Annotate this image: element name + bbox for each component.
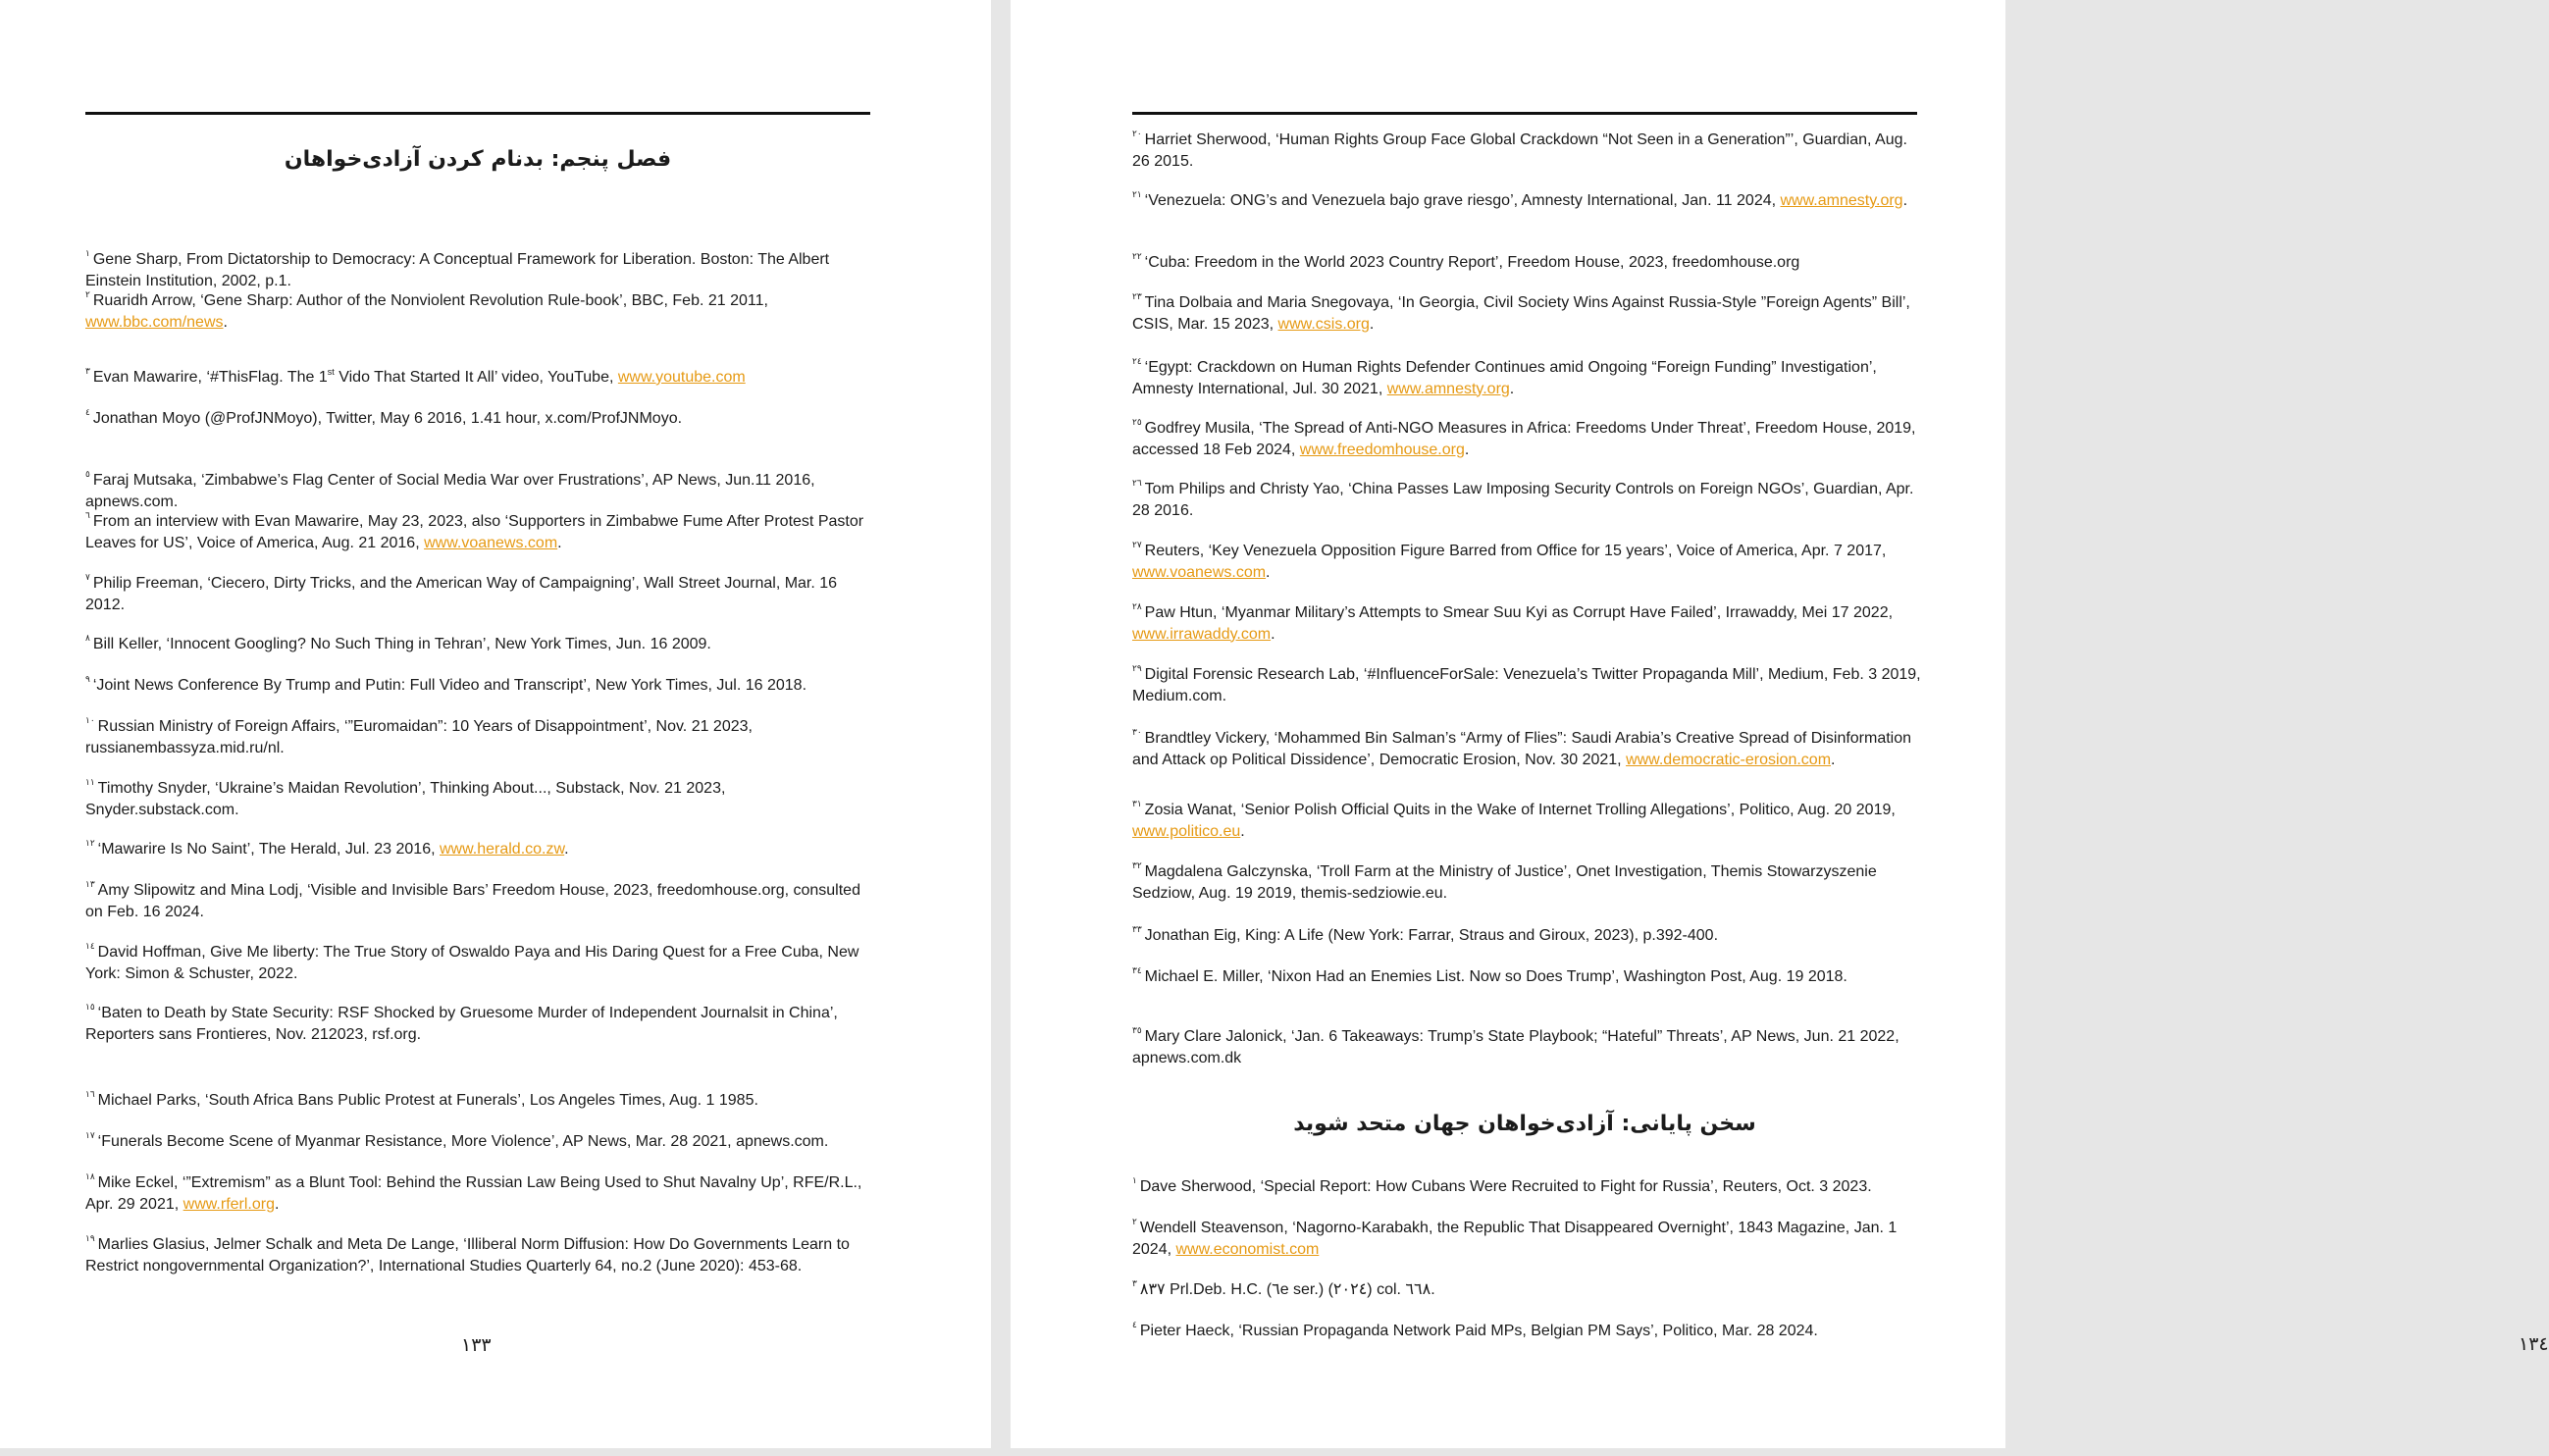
endnote-text: Tina Dolbaia and Maria Snegovaya, ‘In Georgia, Civil Society Wins Against Russia-Style ”Foreign Agents” Bill’, CSIS, Mar. 15 2023,	[1132, 294, 1910, 333]
endnote-number: ١٧	[85, 1130, 95, 1140]
endnote	[85, 628, 872, 655]
endnote-punctuation: .	[275, 1195, 280, 1213]
endnote-text: Paw Htun, ‘Myanmar Military’s Attempts to Smear Suu Kyi as Corrupt Have Failed’, Irrawaddy, Mei 17 2022,	[1144, 604, 1894, 621]
endnote-punctuation: .	[223, 313, 228, 331]
endnote-link[interactable]: www.bbc.com/news	[85, 313, 224, 331]
endnote-link[interactable]: www.youtube.com	[617, 369, 746, 386]
endnote	[1132, 1212, 1923, 1260]
endnote-link[interactable]: www.irrawaddy.com	[1132, 625, 1272, 643]
endnote-text: Bill Keller, ‘Innocent Googling? No Such Thing in Tehran’, New York Times, Jun. 16 2009.	[92, 636, 711, 652]
endnote	[1132, 473, 1923, 521]
endnote-text: Vido That Started It All’ video, YouTube,	[334, 369, 618, 386]
endnote	[85, 669, 872, 697]
endnote-link[interactable]: www.rferl.org	[182, 1195, 275, 1213]
endnote	[85, 874, 872, 922]
endnote	[85, 1125, 872, 1153]
left-page	[0, 0, 991, 1448]
endnote-number: ١١	[85, 777, 95, 787]
endnote-punctuation: .	[1369, 315, 1375, 333]
endnote-number: ٢٦	[1132, 478, 1142, 488]
endnote-text: Evan Mawarire, ‘#ThisFlag. The 1	[92, 369, 328, 386]
endnote-text: Magdalena Galczynska, ‘Troll Farm at the Ministry of Justice’, Onet Investigation, Themis Stowarzyszenie Sedziow, Aug. 19 2019, themis-sedziowie.eu.	[1132, 863, 1877, 902]
endnote	[1132, 412, 1923, 460]
endnote-punctuation: .	[1271, 625, 1275, 643]
endnote-link[interactable]: www.freedomhouse.org	[1299, 441, 1465, 458]
endnote	[1132, 722, 1923, 770]
endnote	[85, 402, 872, 430]
endnote-number: ١٠	[85, 715, 95, 725]
endnote-number: ٢٠	[1132, 129, 1142, 138]
endnote-number: ٢	[1132, 1217, 1137, 1226]
endnote-text: David Hoffman, Give Me liberty: The True Story of Oswaldo Paya and His Daring Quest for a Free Cuba, New York: Simon & Schuster, 2022.	[85, 944, 859, 982]
endnote	[85, 1228, 872, 1276]
endnote-text: Wendell Steavenson, ‘Nagorno-Karabakh, the Republic That Disappeared Overnight’, 1843 Magazine, Jan. 1 2024,	[1132, 1220, 1898, 1258]
endnote-text: Harriet Sherwood, ‘Human Rights Group Face Global Crackdown “Not Seen in a Generation”’, Guardian, Aug. 26 2015.	[1132, 131, 1907, 170]
endnote	[85, 710, 872, 758]
endnote-text: Mary Clare Jalonick, ‘Jan. 6 Takeaways: Trump’s State Playbook; “Hateful” Threats’, AP News, Jun. 21 2022, apnews.com.dk	[1132, 1028, 1899, 1066]
endnote-number: ٢٧	[1132, 540, 1142, 549]
endnote-number: ٦	[85, 510, 90, 520]
endnote-text: Jonathan Eig, King: A Life (New York: Farrar, Straus and Giroux, 2023), p.392-400.	[1144, 927, 1719, 944]
endnote-punctuation: .	[1902, 192, 1908, 209]
endnote-number: ١	[85, 248, 90, 258]
endnote-number: ٣١	[1132, 799, 1142, 808]
endnote	[85, 285, 872, 333]
top-rule	[85, 112, 870, 115]
endnote	[1132, 1315, 1923, 1342]
endnote-text: Jonathan Moyo (@ProfJNMoyo), Twitter, May 6 2016, 1.41 hour, x.com/ProfJNMoyo.	[92, 410, 683, 427]
endnote-link[interactable]: www.voanews.com	[1132, 563, 1267, 581]
endnote-punctuation: .	[1266, 563, 1271, 581]
endnote	[85, 772, 872, 820]
ordinal-suffix: st	[327, 367, 335, 377]
endnote-link[interactable]: www.amnesty.org	[1386, 380, 1510, 397]
endnote	[1132, 961, 1923, 988]
endnote-number: ١٩	[85, 1233, 95, 1243]
endnote-text: Timothy Snyder, ‘Ukraine’s Maidan Revolution’, Thinking About..., Substack, Nov. 21 2023, Snyder.substack.com.	[85, 780, 726, 818]
endnote	[1132, 184, 1923, 212]
endnote	[1132, 124, 1923, 172]
endnote	[85, 1084, 872, 1112]
endnote-number: ٣٢	[1132, 860, 1142, 870]
endnote-number: ٣	[85, 366, 90, 376]
endnote-text: ‘Mawarire Is No Saint’, The Herald, Jul. 23 2016,	[97, 841, 440, 858]
chapter-title: فصل پنجم: بدنام کردن آزادی‌خواهان	[284, 147, 672, 172]
endnote	[1132, 1170, 1923, 1198]
endnote-number: ٣٣	[1132, 924, 1142, 934]
endnote-text: Philip Freeman, ‘Ciecero, Dirty Tricks, and the American Way of Campaigning’, Wall Street Journal, Mar. 16 2012.	[85, 575, 838, 613]
endnote-text: Brandtley Vickery, ‘Mohammed Bin Salman’s “Army of Flies”: Saudi Arabia’s Creative Spread of Disinformation and Attack op Political Dissidence’, Democratic Erosion, Nov. 30 2021,	[1132, 730, 1912, 768]
endnote-number: ١٤	[85, 941, 95, 951]
endnote-number: ٢٢	[1132, 251, 1142, 261]
endnote	[1132, 246, 1923, 274]
endnote-number: ٣٠	[1132, 727, 1142, 737]
endnote-punctuation: .	[1509, 380, 1515, 397]
endnote-punctuation: .	[557, 534, 562, 551]
endnote-text: Tom Philips and Christy Yao, ‘China Passes Law Imposing Security Controls on Foreign NGOs’, Guardian, Apr. 28 2016.	[1132, 481, 1914, 519]
endnote-text: ‘Egypt: Crackdown on Human Rights Defender Continues amid Ongoing “Foreign Funding” Investigation’, Amnesty International, Jul. 30 2021,	[1132, 359, 1877, 397]
endnote-text: Dave Sherwood, ‘Special Report: How Cubans Were Recruited to Fight for Russia’, Reuters, Oct. 3 2023.	[1139, 1178, 1872, 1195]
endnote	[1132, 351, 1923, 399]
endnote-text: Faraj Mutsaka, ‘Zimbabwe’s Flag Center of Social Media War over Frustrations’, AP News, Jun.11 2016, apnews.com.	[85, 472, 815, 510]
endnote-number: ٥	[85, 469, 90, 479]
endnote-number: ٧	[85, 572, 90, 582]
endnote-text: ‘Baten to Death by State Security: RSF Shocked by Gruesome Murder of Independent Journalsit in China’, Reporters sans Frontieres, Nov. 212023, rsf.org.	[85, 1005, 838, 1043]
endnote	[85, 505, 872, 553]
endnote-text: ٨٣٧ Prl.Deb. H.C. (٦e ser.) (٢٠٢٤) col. ٦٦٨.	[1139, 1281, 1435, 1298]
endnote-number: ٩	[85, 674, 90, 684]
endnote-punctuation: .	[564, 841, 569, 858]
endnote-link[interactable]: www.amnesty.org	[1780, 192, 1903, 209]
endnote-text: Amy Slipowitz and Mina Lodj, ‘Visible and Invisible Bars’ Freedom House, 2023, freedomhouse.org, consulted on Feb. 16 2024.	[85, 882, 860, 920]
endnote	[1132, 597, 1923, 645]
endnote	[1132, 286, 1923, 335]
endnote	[85, 936, 872, 984]
endnote-number: ٤	[85, 407, 90, 417]
endnote	[85, 997, 872, 1045]
endnote-text: Russian Ministry of Foreign Affairs, ‘”Euromaidan”: 10 Years of Disappointment’, Nov. 21 2023, russianembassyza.mid.ru/nl.	[85, 718, 753, 756]
top-rule	[1132, 112, 1917, 115]
endnote-number: ٢٥	[1132, 417, 1142, 427]
endnote	[1132, 1020, 1923, 1068]
endnote-number: ٢٨	[1132, 601, 1142, 611]
right-page	[1011, 0, 2549, 1448]
endnote-text: Ruaridh Arrow, ‘Gene Sharp: Author of the Nonviolent Revolution Rule-book’, BBC, Feb. 21 2011,	[92, 292, 768, 309]
endnote	[85, 1167, 872, 1215]
endnote-number: ١٦	[85, 1089, 95, 1099]
endnote-punctuation: .	[1464, 441, 1470, 458]
endnote	[1132, 856, 1923, 904]
endnote-number: ٣	[1132, 1278, 1137, 1288]
endnote	[85, 833, 872, 860]
endnote-text: ‘Venezuela: ONG’s and Venezuela bajo grave riesgo’, Amnesty International, Jan. 11 2024,	[1144, 192, 1781, 209]
endnote-text: Marlies Glasius, Jelmer Schalk and Meta De Lange, ‘Illiberal Norm Diffusion: How Do Governments Learn to Restrict nongovernmental Organization?’, International Studies Quarterly 64, no.2 (June 2020): 453-68.	[85, 1236, 850, 1274]
endnote-text: Godfrey Musila, ‘The Spread of Anti-NGO Measures in Africa: Freedoms Under Threat’, Freedom House, 2019, accessed 18 Feb 2024,	[1132, 420, 1916, 458]
endnote-text: Michael Parks, ‘South Africa Bans Public Protest at Funerals’, Los Angeles Times, Aug. 1 1985.	[97, 1092, 758, 1109]
endnote-text: ‘Joint News Conference By Trump and Putin: Full Video and Transcript’, New York Times, Jul. 16 2018.	[92, 677, 807, 694]
endnote-number: ١٨	[85, 1171, 95, 1181]
endnote-number: ٢٤	[1132, 356, 1142, 366]
endnote-number: ٣٤	[1132, 965, 1142, 975]
endnote-number: ٢	[85, 289, 90, 299]
endnote-punctuation: .	[1240, 822, 1245, 840]
endnote-text: Zosia Wanat, ‘Senior Polish Official Quits in the Wake of Internet Trolling Allegations’, Politico, Aug. 20 2019,	[1144, 802, 1896, 818]
endnote-number: ١٣	[85, 879, 95, 889]
endnote-number: ٢١	[1132, 189, 1142, 199]
page-number: ١٣٤	[2519, 1333, 2549, 1355]
endnote-text: ‘Cuba: Freedom in the World 2023 Country Report’, Freedom House, 2023, freedomhouse.org	[1144, 254, 1800, 271]
endnote-text: Pieter Haeck, ‘Russian Propaganda Network Paid MPs, Belgian PM Says’, Politico, Mar. 28 2024.	[1139, 1323, 1818, 1339]
endnote	[85, 361, 872, 389]
endnote	[1132, 658, 1923, 706]
endnote-link[interactable]: www.economist.com	[1175, 1240, 1320, 1258]
endnote-link[interactable]: www.democratic-erosion.com	[1626, 751, 1832, 768]
endnote	[1132, 535, 1923, 583]
page-number: ١٣٣	[461, 1334, 492, 1356]
endnote-number: ١٢	[85, 838, 95, 848]
endnote-punctuation: .	[1831, 751, 1836, 768]
endnote-number: ١	[1132, 1175, 1137, 1185]
endnote-text: Gene Sharp, From Dictatorship to Democracy: A Conceptual Framework for Liberation. Boston: The Albert Einstein Institution, 2002, p.1.	[85, 251, 830, 289]
endnote-number: ٨	[85, 633, 90, 643]
endnote-link[interactable]: www.herald.co.zw	[439, 841, 565, 858]
endnote-number: ٢٣	[1132, 291, 1142, 301]
endnote-text: Reuters, ‘Key Venezuela Opposition Figure Barred from Office for 15 years’, Voice of America, Apr. 7 2017,	[1144, 543, 1887, 559]
endnote-text: Mike Eckel, ‘”Extremism” as a Blunt Tool: Behind the Russian Law Being Used to Shut Navalny Up’, RFE/R.L., Apr. 29 2021,	[85, 1174, 862, 1213]
endnote-link[interactable]: www.voanews.com	[424, 534, 558, 551]
endnote	[1132, 919, 1923, 947]
endnote-link[interactable]: www.politico.eu	[1132, 822, 1241, 840]
endnote-text: ‘Funerals Become Scene of Myanmar Resistance, More Violence’, AP News, Mar. 28 2021, apnews.com.	[97, 1133, 829, 1150]
endnote	[1132, 1274, 1923, 1301]
endnote-text: From an interview with Evan Mawarire, May 23, 2023, also ‘Supporters in Zimbabwe Fume After Protest Pastor Leaves for US’, Voice of America, Aug. 21 2016,	[85, 513, 864, 551]
endnote	[85, 567, 872, 615]
endnote-number: ٤	[1132, 1320, 1137, 1329]
chapter-title: سخن پایانی: آزادی‌خواهان جهان متحد شوید	[1293, 1112, 1756, 1136]
endnote-number: ٣٥	[1132, 1025, 1142, 1035]
endnote-number: ٢٩	[1132, 663, 1142, 673]
endnote	[1132, 794, 1923, 842]
endnote-link[interactable]: www.csis.org	[1277, 315, 1370, 333]
endnote-text: Michael E. Miller, ‘Nixon Had an Enemies List. Now so Does Trump’, Washington Post, Aug. 19 2018.	[1144, 968, 1847, 985]
endnote-text: Digital Forensic Research Lab, ‘#InfluenceForSale: Venezuela’s Twitter Propaganda Mill’, Medium, Feb. 3 2019, Medium.com.	[1132, 666, 1921, 704]
endnote-number: ١٥	[85, 1002, 95, 1012]
